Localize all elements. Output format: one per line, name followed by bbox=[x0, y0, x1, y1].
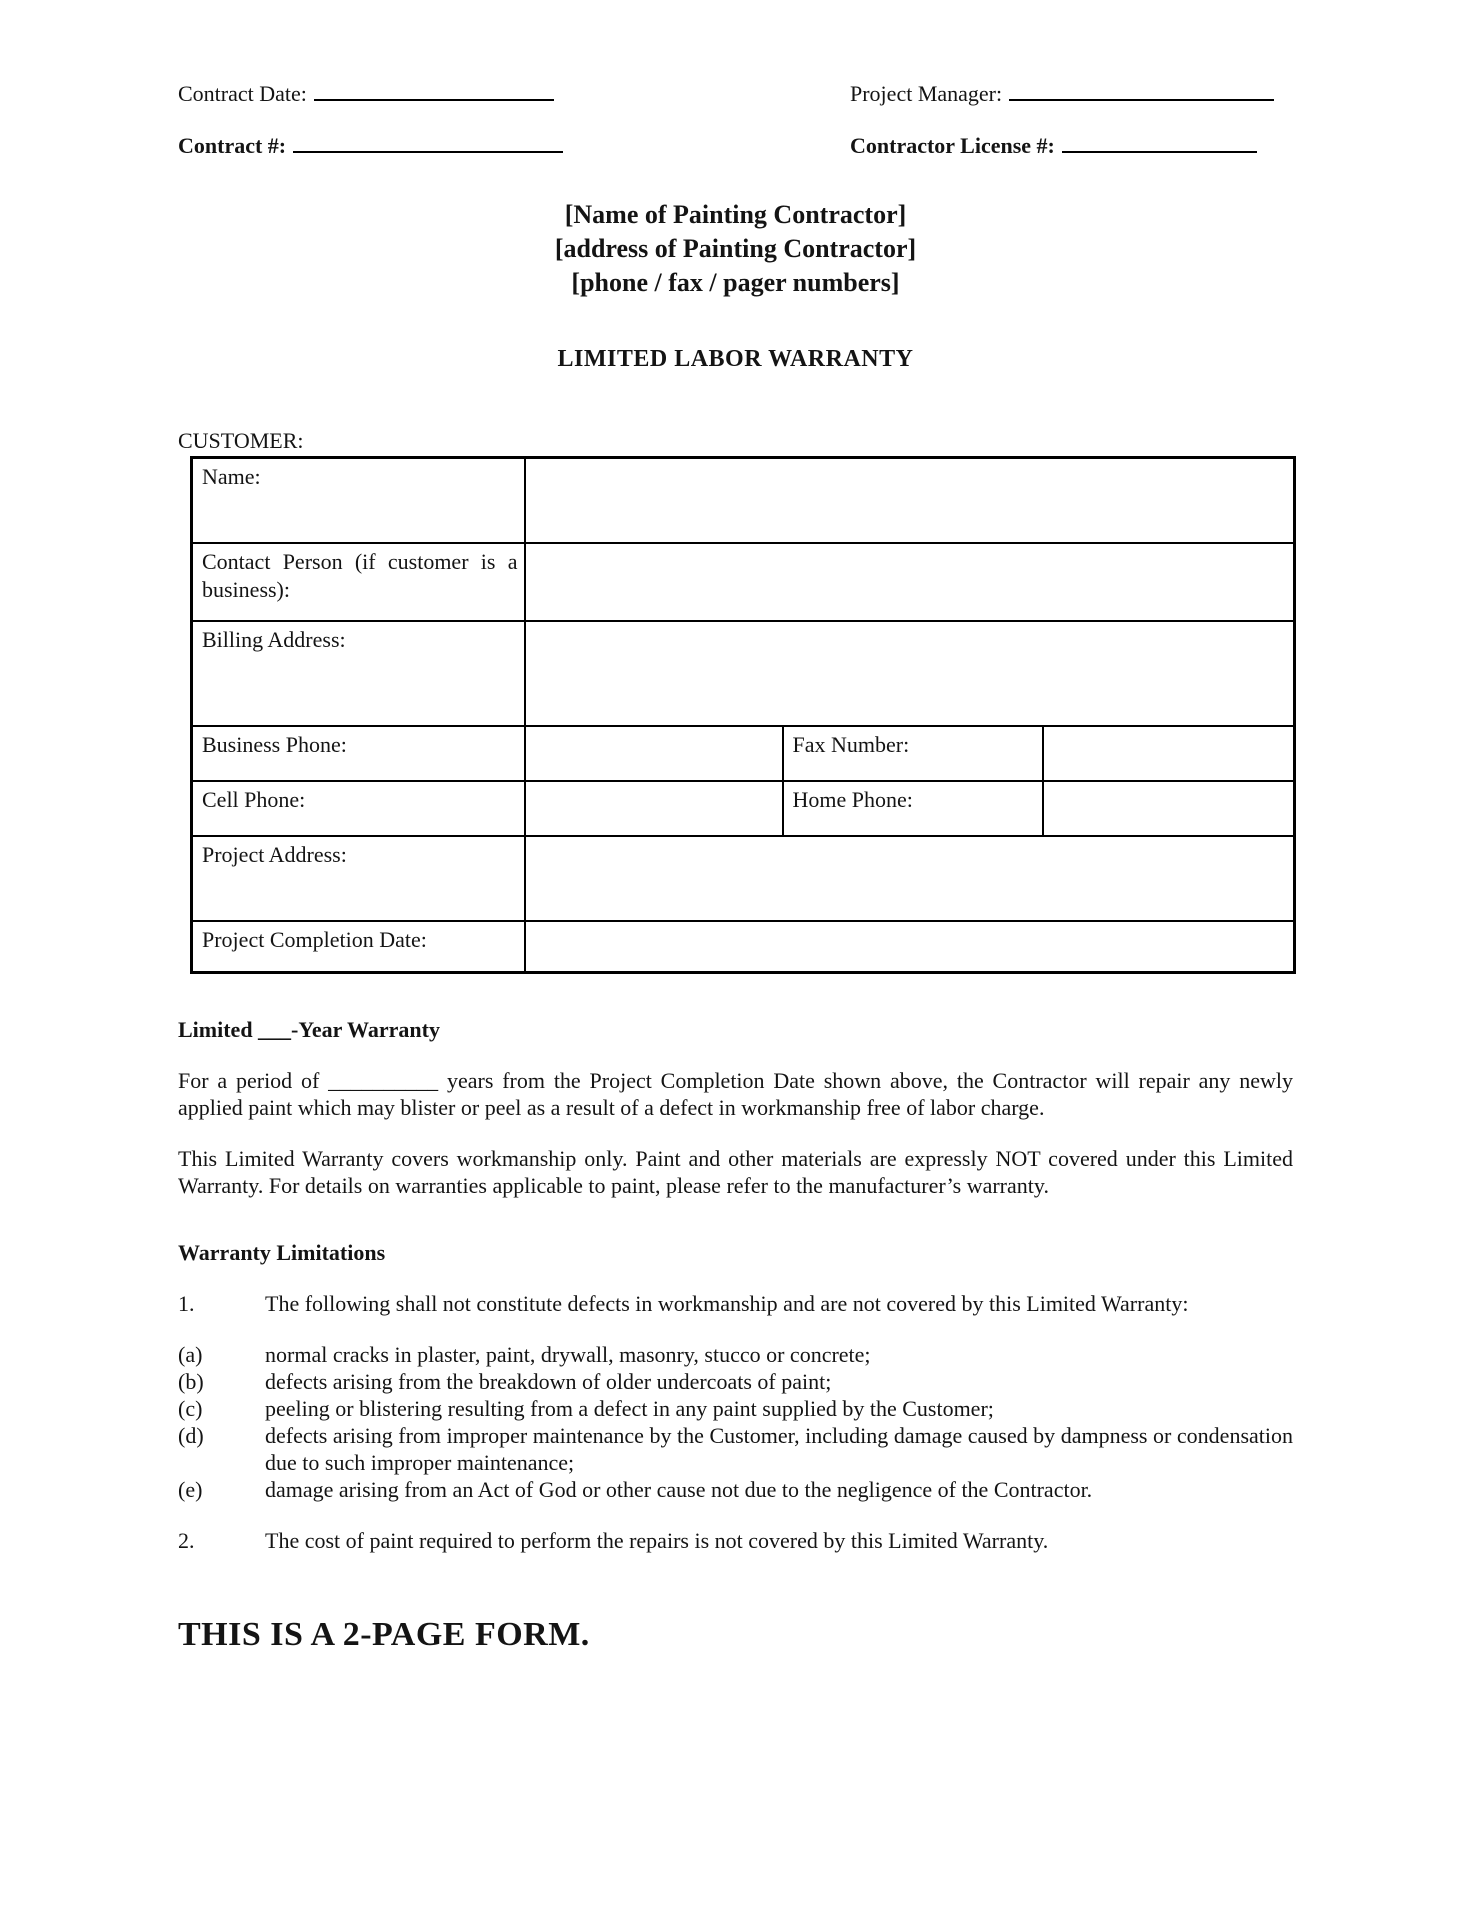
limitation-subitem-a-marker: (a) bbox=[178, 1342, 203, 1367]
contract-date-label: Contract Date: bbox=[178, 81, 307, 106]
warranty-limitations-heading: Warranty Limitations bbox=[178, 1240, 386, 1265]
warranty-paragraph-1: For a period of __________ years from the Project Completion Date shown above, the Contractor will repair any newly applied paint which may blister or peel as a result of a defect in workmanship free of labor charge. bbox=[178, 1068, 1293, 1120]
customer-section-label: CUSTOMER: bbox=[178, 428, 304, 453]
limitation-subitem-b-text: defects arising from the breakdown of older undercoats of paint; bbox=[265, 1369, 832, 1394]
header-row-1 bbox=[178, 80, 1293, 108]
header-row-2 bbox=[178, 132, 1293, 160]
billing-address-label-cell: Billing Address: bbox=[192, 621, 525, 726]
limitation-item-1-text: The following shall not constitute defects in workmanship and are not covered by this Limited Warranty: bbox=[265, 1291, 1189, 1316]
project-manager-blank-line bbox=[1009, 81, 1274, 101]
project-manager-field bbox=[850, 80, 1274, 107]
limitation-subitem-a bbox=[178, 1341, 1293, 1368]
project-manager-label: Project Manager: bbox=[850, 81, 1003, 106]
limitation-subitem-b-marker: (b) bbox=[178, 1369, 204, 1394]
business-phone-value-cell bbox=[525, 726, 783, 781]
project-completion-date-label-cell: Project Completion Date: bbox=[192, 921, 525, 973]
two-page-form-notice: THIS IS A 2-PAGE FORM. bbox=[178, 1616, 590, 1653]
business-phone-label-cell: Business Phone: bbox=[192, 726, 525, 781]
contract-number-label: Contract #: bbox=[178, 133, 287, 158]
table-row-business-phone bbox=[192, 726, 1295, 781]
limitation-item-2-marker: 2. bbox=[178, 1528, 195, 1553]
limitation-subitem-b bbox=[178, 1368, 1293, 1395]
limitation-subitem-e-text: damage arising from an Act of God or other cause not due to the negligence of the Contractor. bbox=[265, 1477, 1093, 1502]
table-row-contact-person bbox=[192, 543, 1295, 621]
limitation-item-1 bbox=[178, 1290, 1293, 1317]
contract-date-blank-line bbox=[314, 81, 554, 101]
contact-person-label-cell: Contact Person (if customer is a business): bbox=[192, 543, 525, 621]
contractor-phone-placeholder: [phone / fax / pager numbers] bbox=[571, 268, 900, 297]
table-row-name bbox=[192, 458, 1295, 543]
contractor-name-placeholder: [Name of Painting Contractor] bbox=[564, 200, 907, 229]
billing-address-value-cell bbox=[525, 621, 1295, 726]
fax-number-label-cell: Fax Number: bbox=[783, 726, 1043, 781]
limitation-subitem-c-text: peeling or blistering resulting from a defect in any paint supplied by the Customer; bbox=[265, 1396, 994, 1421]
table-row-project-address bbox=[192, 836, 1295, 921]
cell-phone-label-cell: Cell Phone: bbox=[192, 781, 525, 836]
limitation-subitem-d bbox=[178, 1422, 1293, 1476]
contract-date-field bbox=[178, 81, 554, 106]
customer-table bbox=[190, 456, 1296, 974]
project-completion-date-value-cell bbox=[525, 921, 1295, 973]
name-value-cell bbox=[525, 458, 1295, 543]
contract-number-field bbox=[178, 133, 563, 158]
table-row-project-completion-date bbox=[192, 921, 1295, 973]
limitation-item-2-text: The cost of paint required to perform the repairs is not covered by this Limited Warranty. bbox=[265, 1528, 1049, 1553]
table-row-billing-address bbox=[192, 621, 1295, 726]
limitation-subitem-a-text: normal cracks in plaster, paint, drywall, masonry, stucco or concrete; bbox=[265, 1342, 871, 1367]
limitation-subitem-e bbox=[178, 1476, 1293, 1503]
contract-number-blank-line bbox=[293, 133, 563, 153]
name-label-cell: Name: bbox=[192, 458, 525, 543]
limitation-subitem-c bbox=[178, 1395, 1293, 1422]
contractor-license-label: Contractor License #: bbox=[850, 133, 1055, 158]
cell-phone-value-cell bbox=[525, 781, 783, 836]
limitation-subitem-e-marker: (e) bbox=[178, 1477, 203, 1502]
document-title: LIMITED LABOR WARRANTY bbox=[557, 346, 914, 372]
home-phone-value-cell bbox=[1043, 781, 1295, 836]
limitation-item-2 bbox=[178, 1527, 1293, 1554]
limitation-item-1-marker: 1. bbox=[178, 1291, 195, 1316]
warranty-paragraph-2: This Limited Warranty covers workmanship only. Paint and other materials are expressly NOT covered under this Limited Warranty. For details on warranties applicable to paint, please refer to the manufacturer’s warranty. bbox=[178, 1146, 1293, 1198]
contact-person-value-cell bbox=[525, 543, 1295, 621]
limitation-subitem-d-marker: (d) bbox=[178, 1423, 204, 1448]
fax-number-value-cell bbox=[1043, 726, 1295, 781]
home-phone-label-cell: Home Phone: bbox=[783, 781, 1043, 836]
limitation-subitem-c-marker: (c) bbox=[178, 1396, 203, 1421]
contractor-license-blank-line bbox=[1062, 133, 1257, 153]
project-address-label-cell: Project Address: bbox=[192, 836, 525, 921]
contractor-license-field bbox=[850, 132, 1257, 159]
table-row-cell-phone bbox=[192, 781, 1295, 836]
contractor-info-block bbox=[178, 198, 1293, 300]
project-address-value-cell bbox=[525, 836, 1295, 921]
limitation-sublist bbox=[178, 1341, 1293, 1503]
limitation-subitem-d-text: defects arising from improper maintenance by the Customer, including damage caused by dampness or condensation due to such improper maintenance; bbox=[265, 1423, 1293, 1475]
contractor-address-placeholder: [address of Painting Contractor] bbox=[554, 234, 917, 263]
limited-year-warranty-heading: Limited ___-Year Warranty bbox=[178, 1017, 440, 1042]
